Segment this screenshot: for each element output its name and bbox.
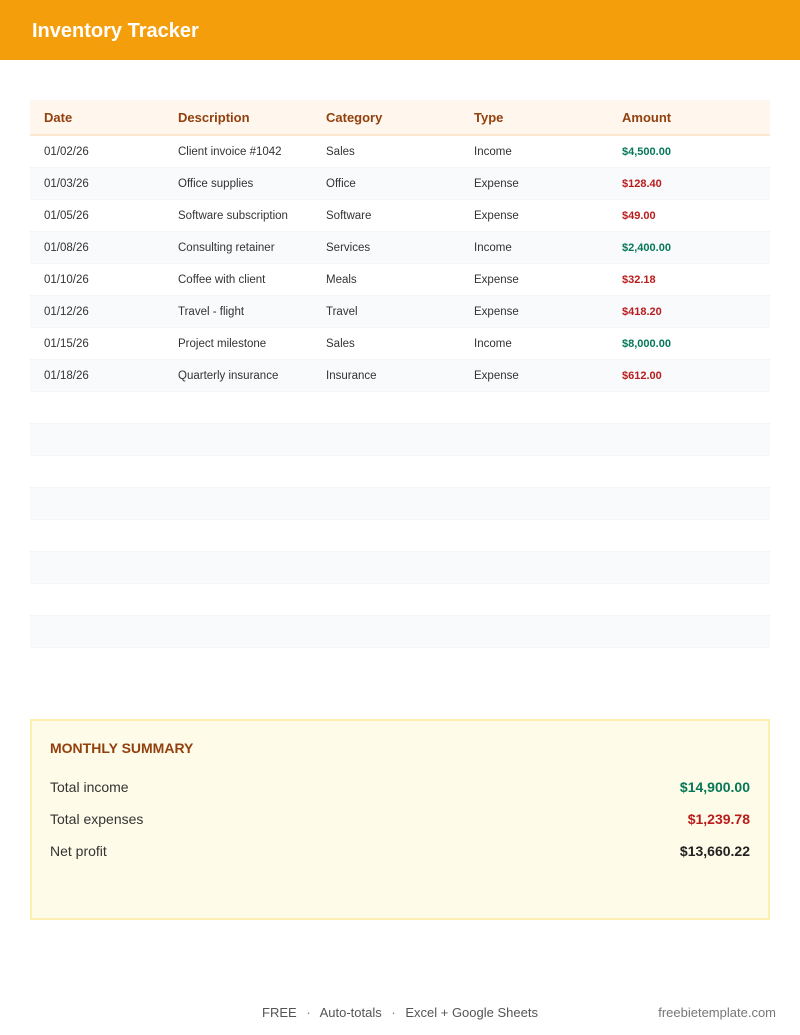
cell-description[interactable]: Client invoice #1042 [178,145,282,158]
cell-category[interactable]: Meals [326,273,357,286]
cell-type[interactable]: Expense [474,177,519,190]
table-row[interactable] [30,232,770,264]
cell-amount[interactable]: $49.00 [622,209,656,222]
column-header-date[interactable]: Date [44,109,73,125]
empty-row[interactable] [30,456,770,488]
expenses-value: $1,239.78 [687,811,750,827]
column-header-amount[interactable]: Amount [622,109,672,125]
cell-amount[interactable]: $32.18 [622,273,656,286]
empty-row[interactable] [30,584,770,616]
header-bar [0,0,800,60]
table-header [30,100,770,136]
income-value: $14,900.00 [679,779,750,795]
cell-amount[interactable]: $418.20 [622,305,662,318]
footer-site-link[interactable]: freebietemplate.com [658,1005,776,1020]
cell-type[interactable]: Income [474,241,512,254]
cell-type[interactable]: Expense [474,209,519,222]
footer-auto-totals: Auto-totals [319,1005,382,1020]
cell-date[interactable]: 01/18/26 [44,369,89,382]
column-header-type[interactable]: Type [474,109,504,125]
income-label: Total income [50,779,129,795]
cell-date[interactable]: 01/08/26 [44,241,89,254]
empty-row[interactable] [30,488,770,520]
summary-row-income [50,777,750,797]
cell-category[interactable]: Sales [326,337,355,350]
cell-description[interactable]: Coffee with client [178,273,266,286]
cell-description[interactable]: Project milestone [178,337,267,350]
table-row[interactable] [30,168,770,200]
summary-row-expenses [50,809,750,829]
cell-amount[interactable]: $2,400.00 [622,241,671,254]
cell-amount[interactable]: $612.00 [622,369,662,382]
footer-platforms: Excel + Google Sheets [405,1005,538,1020]
monthly-summary-panel [30,719,770,920]
net-value: $13,660.22 [679,843,750,859]
column-header-category[interactable]: Category [326,109,383,125]
table-row[interactable] [30,264,770,296]
summary-row-net [50,841,750,861]
cell-category[interactable]: Services [326,241,371,254]
transactions-table [30,100,770,648]
cell-type[interactable]: Expense [474,305,519,318]
summary-title: MONTHLY SUMMARY [50,740,194,756]
cell-date[interactable]: 01/10/26 [44,273,89,286]
cell-date[interactable]: 01/02/26 [44,145,89,158]
cell-date[interactable]: 01/03/26 [44,177,89,190]
cell-category[interactable]: Sales [326,145,355,158]
footer-free: FREE [262,1005,297,1020]
cell-type[interactable]: Expense [474,369,519,382]
table-row[interactable] [30,328,770,360]
cell-amount[interactable]: $128.40 [622,177,662,190]
table-row[interactable] [30,360,770,392]
cell-date[interactable]: 01/05/26 [44,209,89,222]
empty-row[interactable] [30,520,770,552]
cell-description[interactable]: Software subscription [178,209,288,222]
cell-description[interactable]: Consulting retainer [178,241,275,254]
cell-category[interactable]: Insurance [326,369,377,382]
empty-row[interactable] [30,424,770,456]
column-header-description[interactable]: Description [178,109,250,125]
cell-description[interactable]: Office supplies [178,177,254,190]
cell-category[interactable]: Software [326,209,372,222]
table-row[interactable] [30,296,770,328]
page-title: Inventory Tracker [32,20,199,42]
footer-separator: · [391,1005,396,1020]
empty-row[interactable] [30,616,770,648]
empty-row[interactable] [30,392,770,424]
cell-amount[interactable]: $8,000.00 [622,337,671,350]
empty-row[interactable] [30,552,770,584]
net-label: Net profit [50,843,107,859]
expenses-label: Total expenses [50,811,144,827]
footer-separator: · [306,1005,311,1020]
cell-date[interactable]: 01/15/26 [44,337,89,350]
cell-category[interactable]: Travel [326,305,358,318]
cell-type[interactable]: Expense [474,273,519,286]
cell-category[interactable]: Office [326,177,356,190]
cell-date[interactable]: 01/12/26 [44,305,89,318]
cell-description[interactable]: Quarterly insurance [178,369,279,382]
cell-type[interactable]: Income [474,337,512,350]
cell-amount[interactable]: $4,500.00 [622,145,671,158]
table-row[interactable] [30,136,770,168]
table-row[interactable] [30,200,770,232]
cell-description[interactable]: Travel - flight [178,305,245,318]
cell-type[interactable]: Income [474,145,512,158]
